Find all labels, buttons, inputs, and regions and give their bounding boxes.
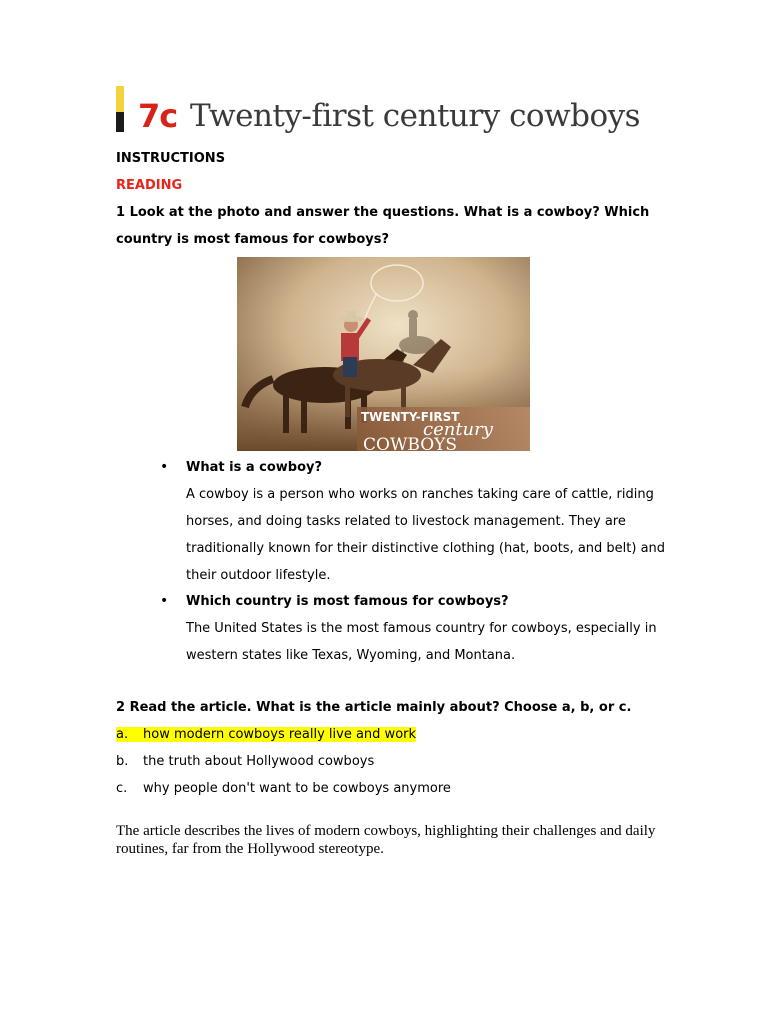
option-a-text: how modern cowboys really live and work — [143, 727, 417, 742]
bullet-icon: • — [160, 593, 169, 609]
option-c-text: why people don't want to be cowboys anymore — [143, 781, 451, 796]
option-b-letter: b. — [116, 754, 129, 769]
lesson-title-banner — [116, 86, 686, 138]
title-accent-bar — [116, 86, 124, 112]
instructions-heading: INSTRUCTIONS — [116, 151, 226, 166]
option-b-text: the truth about Hollywood cowboys — [143, 754, 375, 769]
question-2: 2 Read the article. What is the article mainly about? Choose a, b, or c. — [116, 700, 632, 715]
photo-caption-line1: TWENTY-FIRST — [361, 410, 460, 424]
option-c-letter: c. — [116, 781, 128, 796]
cowboy-photo — [237, 257, 530, 451]
article-summary: The article describes the lives of modern cowboys, highlighting their challenges and daily routines, far from the Hollywood stereotype. — [116, 823, 656, 857]
photo-caption-line2: century — [423, 419, 493, 440]
lesson-title: Twenty-first century cowboys — [190, 98, 641, 134]
reading-heading: READING — [116, 178, 183, 193]
bullet-icon: • — [160, 459, 169, 475]
title-accent-bar-dark — [116, 112, 124, 132]
subquestion-2: Which country is most famous for cowboys? — [186, 594, 509, 609]
answer-1: A cowboy is a person who works on ranches taking care of cattle, riding horses, and doing tasks related to livestock management. They are traditionally known for their distinctive clothing (hat, boots, and belt) and their outdoor lifestyle. — [186, 487, 666, 583]
lesson-number: 7c — [138, 97, 178, 135]
subquestion-1: What is a cowboy? — [186, 460, 323, 475]
cowboy-photo-illustration — [237, 257, 530, 451]
question-1: 1 Look at the photo and answer the questions. What is a cowboy? Which country is most famous for cowboys? — [116, 205, 650, 247]
answer-2: The United States is the most famous country for cowboys, especially in western states like Texas, Wyoming, and Montana. — [186, 621, 657, 663]
option-a-letter: a. — [116, 721, 144, 748]
photo-caption-line3: COWBOYS — [363, 435, 458, 451]
